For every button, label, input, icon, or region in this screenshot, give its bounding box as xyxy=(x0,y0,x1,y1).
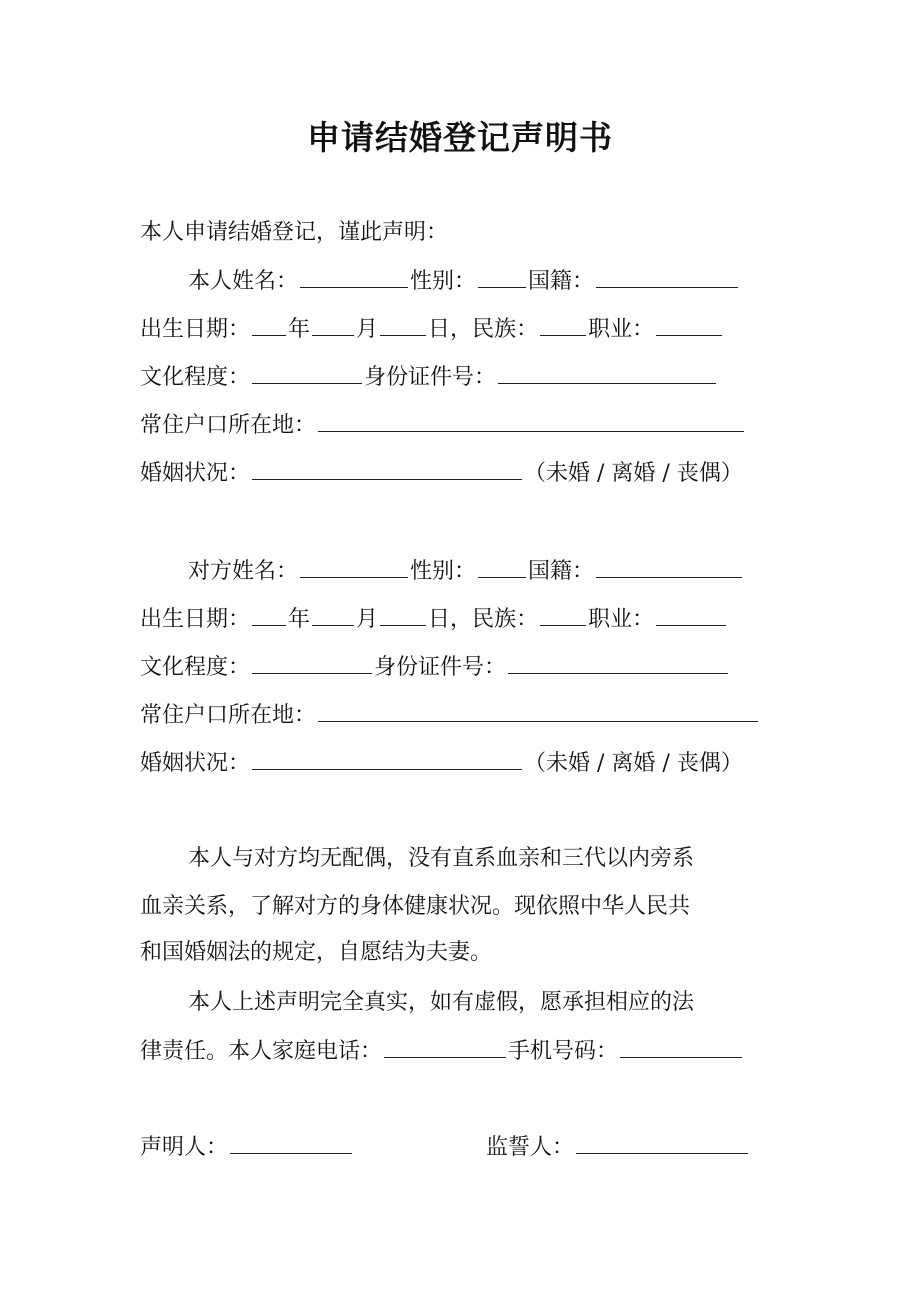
partner-marital-options: （未婚 / 离婚 / 丧偶） xyxy=(524,751,743,776)
partner-occupation-label: 职业： xyxy=(588,607,655,632)
self-birth-month-field[interactable] xyxy=(312,309,354,336)
mobile-label: 手机号码： xyxy=(508,1039,619,1064)
supervisor-signature-field[interactable] xyxy=(576,1127,748,1154)
self-birth-day-field[interactable] xyxy=(380,309,426,336)
self-marital-options: （未婚 / 离婚 / 丧偶） xyxy=(524,461,743,486)
self-nationality-field[interactable] xyxy=(596,261,738,288)
self-id-label: 身份证件号： xyxy=(364,365,497,390)
self-ethnicity-field[interactable] xyxy=(540,309,586,336)
partner-day-label: 日， xyxy=(428,607,473,632)
self-gender-field[interactable] xyxy=(478,261,526,288)
partner-education-label: 文化程度： xyxy=(140,655,251,680)
declaration-line-1 xyxy=(188,839,694,879)
declaration-line-4 xyxy=(188,983,694,1023)
self-ethnicity-label: 民族： xyxy=(472,317,539,342)
partner-id-field[interactable] xyxy=(508,647,728,674)
self-name-field[interactable] xyxy=(300,261,408,288)
supervisor-label: 监誓人： xyxy=(486,1135,575,1160)
partner-residence-row xyxy=(140,695,760,735)
self-id-field[interactable] xyxy=(498,357,716,384)
intro-line xyxy=(140,213,448,253)
partner-gender-field[interactable] xyxy=(478,551,526,578)
partner-residence-label: 常住户口所在地： xyxy=(140,703,317,728)
self-education-row xyxy=(140,357,718,397)
declarant-signature-row xyxy=(140,1127,354,1167)
declarant-signature-field[interactable] xyxy=(230,1127,352,1154)
self-birth-label: 出生日期： xyxy=(140,317,251,342)
self-nationality-label: 国籍： xyxy=(528,269,595,294)
self-marital-field[interactable] xyxy=(252,453,522,480)
self-day-label: 日， xyxy=(428,317,473,342)
declaration-text: 和国婚姻法的规定，自愿结为夫妻。 xyxy=(140,940,493,965)
partner-birth-year-field[interactable] xyxy=(252,599,286,626)
partner-gender-label: 性别： xyxy=(410,559,477,584)
partner-birth-day-field[interactable] xyxy=(380,599,426,626)
partner-residence-field[interactable] xyxy=(318,695,758,722)
self-education-field[interactable] xyxy=(252,357,362,384)
self-marital-row xyxy=(140,453,743,493)
partner-name-row xyxy=(188,551,744,591)
partner-education-row xyxy=(140,647,730,687)
supervisor-signature-row xyxy=(486,1127,750,1167)
declaration-text: 本人与对方均无配偶，没有直系血亲和三代以内旁系 xyxy=(188,846,695,871)
declaration-text: 本人上述声明完全真实，如有虚假，愿承担相应的法 xyxy=(188,990,695,1015)
partner-birth-month-field[interactable] xyxy=(312,599,354,626)
partner-occupation-field[interactable] xyxy=(656,599,726,626)
self-occupation-label: 职业： xyxy=(588,317,655,342)
declaration-line-3 xyxy=(140,933,492,973)
self-education-label: 文化程度： xyxy=(140,365,251,390)
declaration-line-5 xyxy=(140,1031,744,1071)
partner-nationality-label: 国籍： xyxy=(528,559,595,584)
declaration-text: 血亲关系，了解对方的身体健康状况。现依照中华人民共 xyxy=(140,894,691,919)
self-residence-field[interactable] xyxy=(318,405,744,432)
self-gender-label: 性别： xyxy=(410,269,477,294)
self-year-label: 年 xyxy=(288,317,311,342)
self-month-label: 月 xyxy=(356,317,379,342)
partner-marital-label: 婚姻状况： xyxy=(140,751,251,776)
intro-text: 本人申请结婚登记，谨此声明： xyxy=(140,220,449,245)
partner-ethnicity-field[interactable] xyxy=(540,599,586,626)
partner-education-field[interactable] xyxy=(252,647,372,674)
partner-month-label: 月 xyxy=(356,607,379,632)
partner-birth-row xyxy=(140,599,728,639)
partner-ethnicity-label: 民族： xyxy=(472,607,539,632)
mobile-field[interactable] xyxy=(620,1031,742,1058)
partner-birth-label: 出生日期： xyxy=(140,607,251,632)
self-birth-year-field[interactable] xyxy=(252,309,286,336)
document-title: 申请结婚登记声明书 xyxy=(307,118,613,157)
partner-marital-row xyxy=(140,743,743,783)
partner-year-label: 年 xyxy=(288,607,311,632)
partner-id-label: 身份证件号： xyxy=(374,655,507,680)
partner-name-field[interactable] xyxy=(300,551,408,578)
self-birth-row xyxy=(140,309,724,349)
home-phone-label: 律责任。本人家庭电话： xyxy=(140,1039,383,1064)
self-occupation-field[interactable] xyxy=(656,309,722,336)
declarant-label: 声明人： xyxy=(140,1135,229,1160)
self-name-row xyxy=(188,261,740,301)
self-marital-label: 婚姻状况： xyxy=(140,461,251,486)
partner-marital-field[interactable] xyxy=(252,743,522,770)
self-residence-row xyxy=(140,405,746,445)
home-phone-field[interactable] xyxy=(384,1031,506,1058)
declaration-line-2 xyxy=(140,887,690,927)
self-name-label: 本人姓名： xyxy=(188,269,299,294)
partner-name-label: 对方姓名： xyxy=(188,559,299,584)
self-residence-label: 常住户口所在地： xyxy=(140,413,317,438)
partner-nationality-field[interactable] xyxy=(596,551,742,578)
